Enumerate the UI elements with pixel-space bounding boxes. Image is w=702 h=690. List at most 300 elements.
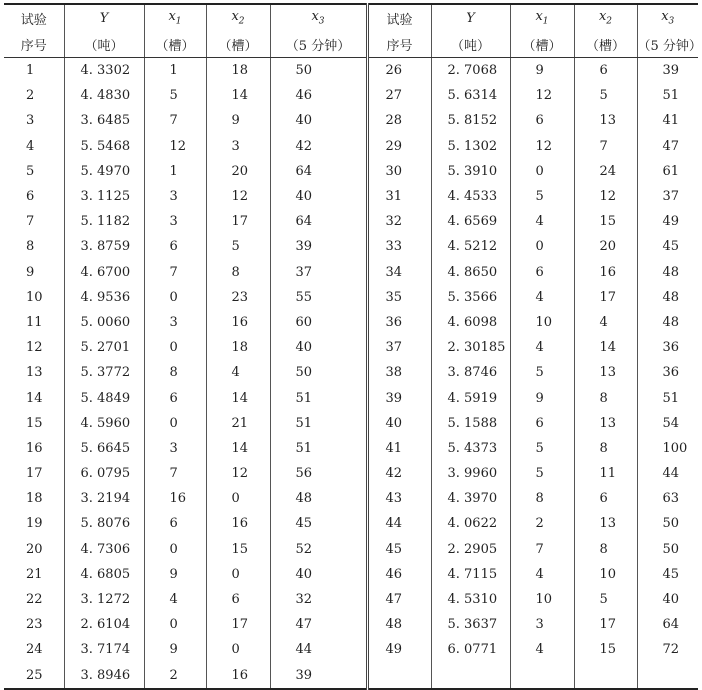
cell-left-col4: 56 <box>270 461 367 486</box>
cell-right-col4: 44 <box>637 461 698 486</box>
cell-right-col3: 13 <box>574 108 637 133</box>
table-row <box>4 537 698 562</box>
cell-left-col1: 4. 7306 <box>64 537 144 562</box>
cell-right-col1: 4. 3970 <box>431 486 510 511</box>
cell-right-col1: 4. 8650 <box>431 260 510 285</box>
cell-right-col2: 2 <box>510 511 574 536</box>
cell-right-col1: 5. 3910 <box>431 159 510 184</box>
cell-left-col1: 3. 1272 <box>64 587 144 612</box>
cell-right-col2 <box>510 663 574 689</box>
cell-left-col3: 14 <box>206 436 270 461</box>
cell-right-col4: 64 <box>637 612 698 637</box>
cell-right-col4: 48 <box>637 285 698 310</box>
cell-right-col1: 4. 6569 <box>431 209 510 234</box>
cell-right-col1: 5. 3637 <box>431 612 510 637</box>
header-y: Y <box>64 4 144 31</box>
header-unit-slot-2: （槽） <box>206 31 270 58</box>
cell-left-col4: 60 <box>270 310 367 335</box>
cell-left-col4: 46 <box>270 83 367 108</box>
cell-right-col0: 49 <box>367 637 431 662</box>
header-unit-ton: （吨） <box>64 31 144 58</box>
cell-left-col2: 7 <box>144 260 206 285</box>
header-unit-slot-2-right: （槽） <box>574 31 637 58</box>
cell-right-col0: 27 <box>367 83 431 108</box>
cell-right-col3: 10 <box>574 562 637 587</box>
cell-right-col3: 24 <box>574 159 637 184</box>
cell-right-col1: 4. 6098 <box>431 310 510 335</box>
cell-left-col3: 18 <box>206 335 270 360</box>
cell-left-col2: 3 <box>144 310 206 335</box>
cell-left-col3: 16 <box>206 663 270 689</box>
cell-right-col4: 51 <box>637 83 698 108</box>
cell-right-col2: 6 <box>510 108 574 133</box>
table-row <box>4 385 698 410</box>
cell-right-col0: 32 <box>367 209 431 234</box>
cell-left-col2: 16 <box>144 486 206 511</box>
cell-right-col3: 8 <box>574 537 637 562</box>
cell-right-col4: 41 <box>637 108 698 133</box>
cell-left-col4: 40 <box>270 562 367 587</box>
cell-right-col0: 41 <box>367 436 431 461</box>
cell-right-col0: 42 <box>367 461 431 486</box>
cell-left-col2: 0 <box>144 612 206 637</box>
cell-right-col4: 100 <box>637 436 698 461</box>
cell-left-col2: 6 <box>144 385 206 410</box>
cell-right-col1: 4. 5919 <box>431 385 510 410</box>
cell-left-col3: 21 <box>206 411 270 436</box>
cell-left-col4: 44 <box>270 637 367 662</box>
cell-left-col4: 39 <box>270 234 367 259</box>
table-row <box>4 461 698 486</box>
cell-left-col3: 0 <box>206 486 270 511</box>
cell-left-col3: 17 <box>206 209 270 234</box>
cell-left-col2: 3 <box>144 184 206 209</box>
cell-left-col2: 3 <box>144 436 206 461</box>
cell-left-col1: 4. 6700 <box>64 260 144 285</box>
cell-right-col1: 5. 6314 <box>431 83 510 108</box>
cell-right-col1: 5. 8152 <box>431 108 510 133</box>
cell-left-col3: 15 <box>206 537 270 562</box>
cell-right-col2: 8 <box>510 486 574 511</box>
cell-right-col3: 14 <box>574 335 637 360</box>
cell-right-col1: 5. 1588 <box>431 411 510 436</box>
cell-left-col0: 21 <box>26 566 43 582</box>
cell-left-col1: 3. 2194 <box>64 486 144 511</box>
cell-right-col1: 2. 2905 <box>431 537 510 562</box>
cell-right-col0: 35 <box>367 285 431 310</box>
cell-left-col0: 11 <box>26 314 43 330</box>
header-x1: $x_1$ <box>144 4 206 31</box>
cell-right-col2: 5 <box>510 184 574 209</box>
cell-left-col3: 17 <box>206 612 270 637</box>
cell-left-col2: 5 <box>144 83 206 108</box>
cell-right-col1: 2. 7068 <box>431 58 510 84</box>
cell-right-col0: 28 <box>367 108 431 133</box>
cell-left-col0: 16 <box>26 440 43 456</box>
cell-left-col4: 64 <box>270 209 367 234</box>
cell-left-col1: 3. 8759 <box>64 234 144 259</box>
cell-left-col1: 5. 4970 <box>64 159 144 184</box>
table-row <box>4 58 698 84</box>
header-x2: $x_2$ <box>206 4 270 31</box>
cell-left-col4: 40 <box>270 335 367 360</box>
cell-right-col0: 39 <box>367 385 431 410</box>
cell-left-col3: 3 <box>206 134 270 159</box>
cell-right-col4: 39 <box>637 58 698 84</box>
cell-left-col1: 3. 7174 <box>64 637 144 662</box>
cell-left-col1: 4. 5960 <box>64 411 144 436</box>
cell-left-col1: 5. 4849 <box>64 385 144 410</box>
cell-right-col3: 20 <box>574 234 637 259</box>
data-table-container <box>4 3 702 690</box>
table-row <box>4 260 698 285</box>
table-row <box>4 134 698 159</box>
cell-left-col4: 51 <box>270 411 367 436</box>
cell-left-col0: 25 <box>4 663 64 689</box>
cell-right-col3: 13 <box>574 511 637 536</box>
cell-left-col2: 2 <box>144 663 206 689</box>
cell-right-col2: 6 <box>510 411 574 436</box>
cell-left-col1: 4. 9536 <box>64 285 144 310</box>
cell-left-col4: 51 <box>270 436 367 461</box>
cell-left-col3: 20 <box>206 159 270 184</box>
cell-right-col4 <box>637 663 698 689</box>
cell-right-col3: 15 <box>574 637 637 662</box>
cell-left-col4: 39 <box>270 663 367 689</box>
cell-left-col4: 50 <box>270 58 367 84</box>
cell-right-col3 <box>574 663 637 689</box>
cell-left-col2: 0 <box>144 411 206 436</box>
cell-right-col0: 37 <box>367 335 431 360</box>
cell-right-col1: 4. 4533 <box>431 184 510 209</box>
cell-right-col2: 0 <box>510 159 574 184</box>
cell-right-col1: 6. 0771 <box>431 637 510 662</box>
cell-right-col0: 47 <box>367 587 431 612</box>
cell-right-col3: 5 <box>574 587 637 612</box>
cell-left-col0: 15 <box>26 415 43 431</box>
cell-left-col1: 6. 0795 <box>64 461 144 486</box>
cell-right-col1: 4. 7115 <box>431 562 510 587</box>
cell-right-col2: 10 <box>510 587 574 612</box>
cell-left-col4: 64 <box>270 159 367 184</box>
table-row <box>4 83 698 108</box>
header-unit-slot-1-right: （槽） <box>510 31 574 58</box>
header-trial: 试验 <box>4 4 64 31</box>
cell-right-col3: 8 <box>574 436 637 461</box>
cell-right-col2: 9 <box>510 385 574 410</box>
cell-right-col1: 5. 1302 <box>431 134 510 159</box>
cell-left-col0: 8 <box>26 239 35 255</box>
cell-left-col0: 3 <box>26 113 35 129</box>
cell-left-col3: 16 <box>206 511 270 536</box>
cell-right-col4: 72 <box>637 637 698 662</box>
header-row-2 <box>4 31 698 58</box>
cell-right-col3: 17 <box>574 285 637 310</box>
cell-right-col0: 45 <box>367 537 431 562</box>
cell-right-col3: 7 <box>574 134 637 159</box>
cell-left-col1: 5. 2701 <box>64 335 144 360</box>
header-row-1 <box>4 4 698 31</box>
cell-right-col4: 51 <box>637 385 698 410</box>
table-row <box>4 310 698 335</box>
table-row <box>4 562 698 587</box>
cell-right-col0: 44 <box>367 511 431 536</box>
cell-right-col1: 2. 30185 <box>431 335 510 360</box>
cell-left-col0: 1 <box>26 63 35 79</box>
table-row <box>4 411 698 436</box>
cell-left-col2: 0 <box>144 335 206 360</box>
cell-right-col2: 9 <box>510 58 574 84</box>
cell-left-col2: 1 <box>144 58 206 84</box>
header-unit-5min: （5 分钟） <box>270 31 367 58</box>
cell-left-col3: 12 <box>206 461 270 486</box>
cell-left-col2: 12 <box>144 134 206 159</box>
cell-right-col0: 34 <box>367 260 431 285</box>
cell-left-col2: 7 <box>144 108 206 133</box>
table-row <box>4 335 698 360</box>
cell-right-col1: 3. 8746 <box>431 360 510 385</box>
cell-left-col1: 3. 1125 <box>64 184 144 209</box>
cell-right-col3: 4 <box>574 310 637 335</box>
cell-left-col0: 18 <box>26 491 43 507</box>
cell-left-col3: 14 <box>206 385 270 410</box>
header-x3: $x_3$ <box>270 4 367 31</box>
cell-right-col0: 38 <box>367 360 431 385</box>
header-x2-right: $x_2$ <box>574 4 637 31</box>
cell-right-col4: 40 <box>637 587 698 612</box>
cell-left-col0: 19 <box>26 516 43 532</box>
cell-right-col2: 5 <box>510 360 574 385</box>
cell-left-col4: 52 <box>270 537 367 562</box>
cell-right-col3: 12 <box>574 184 637 209</box>
cell-right-col2: 6 <box>510 260 574 285</box>
cell-right-col2: 5 <box>510 436 574 461</box>
cell-left-col0: 6 <box>26 189 35 205</box>
cell-right-col2: 12 <box>510 83 574 108</box>
header-unit-slot-1: （槽） <box>144 31 206 58</box>
cell-left-col4: 47 <box>270 612 367 637</box>
cell-right-col0: 48 <box>367 612 431 637</box>
cell-left-col1: 5. 0060 <box>64 310 144 335</box>
cell-left-col3: 12 <box>206 184 270 209</box>
cell-left-col2: 9 <box>144 637 206 662</box>
cell-left-col1: 4. 6805 <box>64 562 144 587</box>
cell-left-col4: 42 <box>270 134 367 159</box>
header-y-right: Y <box>431 4 510 31</box>
cell-right-col3: 13 <box>574 360 637 385</box>
cell-right-col2: 12 <box>510 134 574 159</box>
cell-right-col0: 36 <box>367 310 431 335</box>
cell-left-col2: 6 <box>144 511 206 536</box>
cell-right-col0: 30 <box>367 159 431 184</box>
header-unit-ton-right: （吨） <box>431 31 510 58</box>
cell-left-col0: 13 <box>26 365 43 381</box>
cell-right-col2: 4 <box>510 209 574 234</box>
cell-left-col4: 32 <box>270 587 367 612</box>
table-row <box>4 209 698 234</box>
cell-left-col0: 14 <box>26 390 43 406</box>
cell-right-col0: 26 <box>367 58 431 84</box>
cell-right-col2: 4 <box>510 562 574 587</box>
cell-left-col0: 9 <box>26 264 35 280</box>
cell-left-col4: 55 <box>270 285 367 310</box>
cell-left-col4: 40 <box>270 184 367 209</box>
table-row <box>4 663 698 689</box>
cell-right-col0: 40 <box>367 411 431 436</box>
cell-left-col1: 2. 6104 <box>64 612 144 637</box>
table-row <box>4 234 698 259</box>
cell-left-col3: 4 <box>206 360 270 385</box>
cell-right-col4: 36 <box>637 335 698 360</box>
cell-right-col2: 4 <box>510 285 574 310</box>
cell-right-col0: 29 <box>367 134 431 159</box>
data-table <box>4 3 702 690</box>
cell-left-col4: 48 <box>270 486 367 511</box>
cell-left-col0: 12 <box>26 340 43 356</box>
cell-left-col2: 3 <box>144 209 206 234</box>
cell-right-col3: 6 <box>574 486 637 511</box>
table-row <box>4 511 698 536</box>
cell-left-col1: 5. 6645 <box>64 436 144 461</box>
cell-right-col2: 7 <box>510 537 574 562</box>
cell-right-col1: 4. 0622 <box>431 511 510 536</box>
cell-left-col1: 4. 3302 <box>64 58 144 84</box>
cell-right-col2: 4 <box>510 335 574 360</box>
header-trial-right: 试验 <box>367 4 431 31</box>
table-row <box>4 184 698 209</box>
cell-left-col1: 5. 5468 <box>64 134 144 159</box>
cell-left-col1: 5. 1182 <box>64 209 144 234</box>
table-row <box>4 285 698 310</box>
cell-left-col2: 0 <box>144 285 206 310</box>
cell-right-col4: 50 <box>637 537 698 562</box>
cell-right-col3: 16 <box>574 260 637 285</box>
cell-right-col3: 5 <box>574 83 637 108</box>
cell-right-col3: 15 <box>574 209 637 234</box>
cell-left-col1: 4. 4830 <box>64 83 144 108</box>
cell-left-col1: 3. 6485 <box>64 108 144 133</box>
cell-right-col4: 48 <box>637 260 698 285</box>
cell-right-col2: 3 <box>510 612 574 637</box>
header-serial-right: 序号 <box>367 31 431 58</box>
cell-left-col3: 18 <box>206 58 270 84</box>
cell-right-col1: 5. 4373 <box>431 436 510 461</box>
cell-right-col0: 43 <box>367 486 431 511</box>
cell-left-col0: 10 <box>26 289 43 305</box>
cell-left-col3: 23 <box>206 285 270 310</box>
cell-right-col0: 31 <box>367 184 431 209</box>
cell-right-col4: 49 <box>637 209 698 234</box>
cell-left-col3: 8 <box>206 260 270 285</box>
table-row <box>4 587 698 612</box>
cell-left-col2: 7 <box>144 461 206 486</box>
header-x1-right: $x_1$ <box>510 4 574 31</box>
cell-right-col4: 61 <box>637 159 698 184</box>
cell-left-col3: 0 <box>206 637 270 662</box>
cell-left-col4: 40 <box>270 108 367 133</box>
cell-right-col2: 0 <box>510 234 574 259</box>
cell-left-col0: 24 <box>26 642 43 658</box>
cell-right-col0: 46 <box>367 562 431 587</box>
cell-left-col2: 6 <box>144 234 206 259</box>
cell-right-col4: 45 <box>637 562 698 587</box>
cell-left-col0: 2 <box>26 88 35 104</box>
cell-right-col0 <box>367 663 431 689</box>
table-row <box>4 612 698 637</box>
cell-right-col1 <box>431 663 510 689</box>
table-row <box>4 360 698 385</box>
cell-right-col1: 4. 5212 <box>431 234 510 259</box>
cell-right-col2: 10 <box>510 310 574 335</box>
cell-left-col0: 7 <box>26 214 35 230</box>
cell-right-col3: 17 <box>574 612 637 637</box>
cell-left-col3: 14 <box>206 83 270 108</box>
cell-right-col3: 11 <box>574 461 637 486</box>
cell-left-col4: 50 <box>270 360 367 385</box>
header-unit-5min-right: （5 分钟） <box>637 31 698 58</box>
header-x3-right: $x_3$ <box>637 4 698 31</box>
table-row <box>4 637 698 662</box>
cell-left-col2: 9 <box>144 562 206 587</box>
cell-right-col4: 50 <box>637 511 698 536</box>
cell-left-col0: 20 <box>26 541 43 557</box>
cell-left-col3: 9 <box>206 108 270 133</box>
cell-right-col3: 8 <box>574 385 637 410</box>
cell-right-col1: 4. 5310 <box>431 587 510 612</box>
header-serial: 序号 <box>4 31 64 58</box>
table-row <box>4 436 698 461</box>
cell-left-col0: 5 <box>26 163 35 179</box>
cell-left-col3: 5 <box>206 234 270 259</box>
cell-right-col4: 36 <box>637 360 698 385</box>
cell-left-col1: 5. 8076 <box>64 511 144 536</box>
cell-left-col1: 3. 8946 <box>64 663 144 689</box>
cell-left-col0: 22 <box>26 592 43 608</box>
cell-left-col4: 37 <box>270 260 367 285</box>
table-body <box>4 58 698 689</box>
cell-right-col4: 47 <box>637 134 698 159</box>
cell-right-col4: 45 <box>637 234 698 259</box>
cell-right-col0: 33 <box>367 234 431 259</box>
cell-left-col3: 6 <box>206 587 270 612</box>
cell-right-col4: 63 <box>637 486 698 511</box>
cell-right-col4: 54 <box>637 411 698 436</box>
cell-right-col4: 48 <box>637 310 698 335</box>
cell-right-col2: 5 <box>510 461 574 486</box>
table-row <box>4 159 698 184</box>
cell-left-col4: 51 <box>270 385 367 410</box>
cell-left-col0: 17 <box>26 466 43 482</box>
cell-left-col0: 23 <box>26 617 43 633</box>
table-row <box>4 486 698 511</box>
cell-left-col2: 1 <box>144 159 206 184</box>
cell-left-col3: 16 <box>206 310 270 335</box>
cell-left-col2: 4 <box>144 587 206 612</box>
cell-left-col2: 0 <box>144 537 206 562</box>
cell-right-col4: 37 <box>637 184 698 209</box>
cell-right-col1: 5. 3566 <box>431 285 510 310</box>
cell-left-col2: 8 <box>144 360 206 385</box>
cell-left-col4: 45 <box>270 511 367 536</box>
cell-right-col1: 3. 9960 <box>431 461 510 486</box>
cell-left-col1: 5. 3772 <box>64 360 144 385</box>
cell-left-col3: 0 <box>206 562 270 587</box>
cell-right-col3: 13 <box>574 411 637 436</box>
table-row <box>4 108 698 133</box>
cell-right-col3: 6 <box>574 58 637 84</box>
cell-right-col2: 4 <box>510 637 574 662</box>
cell-left-col0: 4 <box>26 138 35 154</box>
